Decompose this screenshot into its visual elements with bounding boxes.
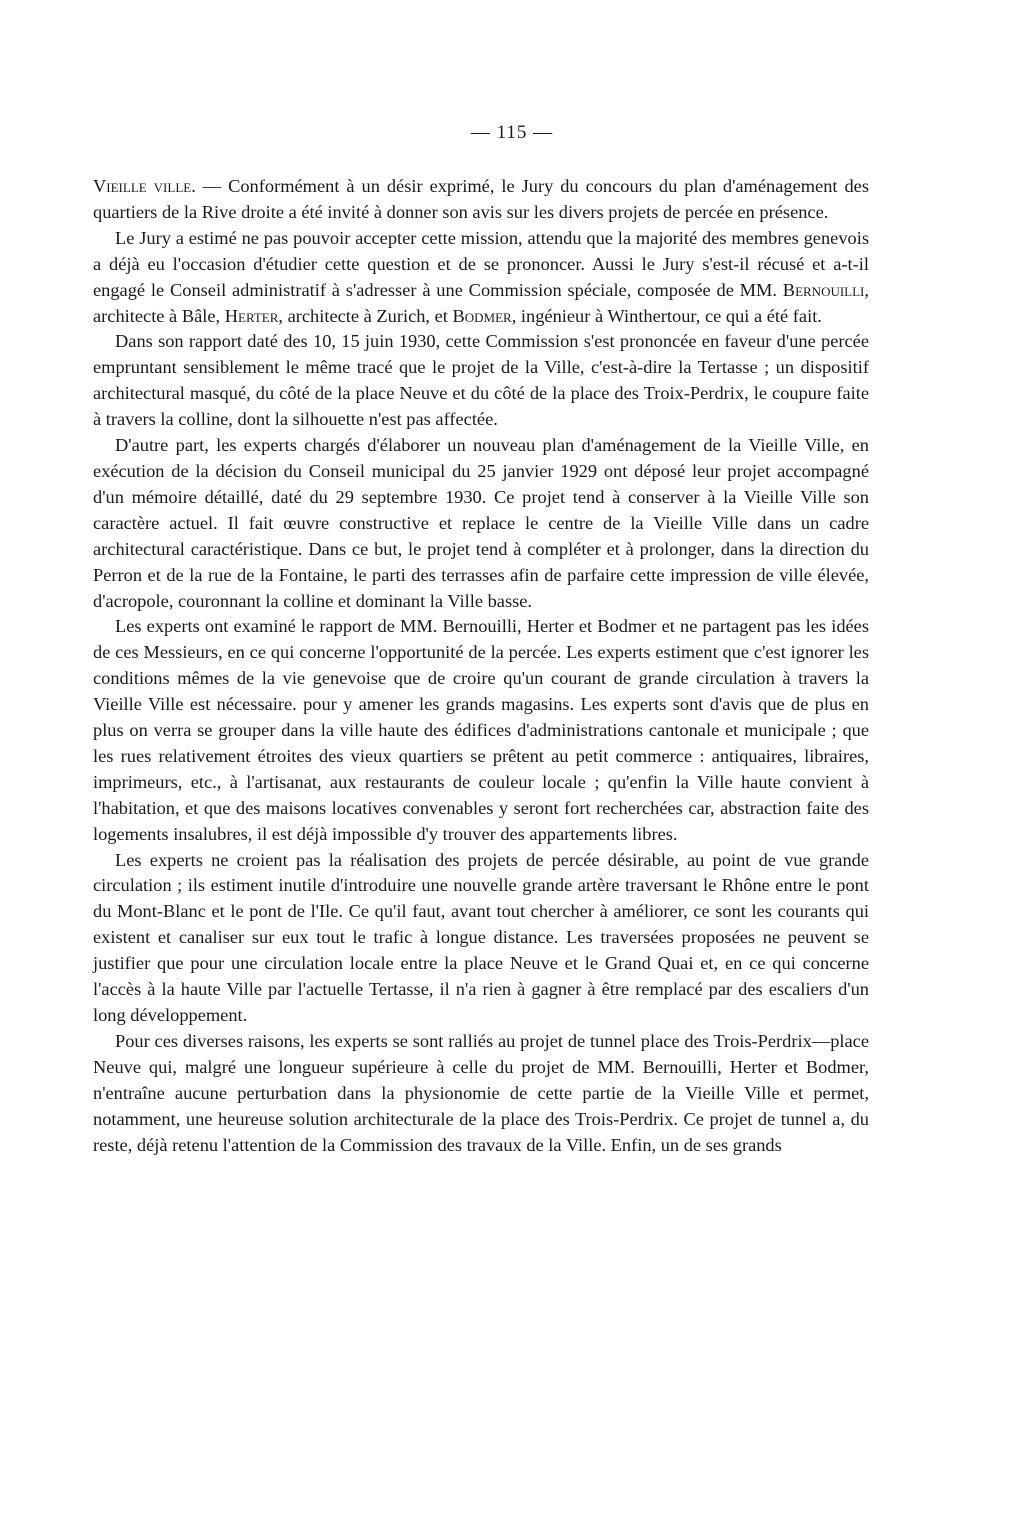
paragraph-jury — [93, 226, 869, 330]
name-bernouilli: Bernouilli — [782, 279, 865, 300]
name-bodmer: Bodmer — [452, 305, 512, 326]
paragraph-experts-croient: Les experts ne croient pas la réalisation des projets de percée désirable, au point de vue grande circulation ; ils estiment inutile d'introduire une nouvelle grande artère traversant le Rhône entre le pont du Mont-Blanc et le pont de l'Ile. Ce qu'il faut, avant tout chercher à améliorer, ce sont les courants qui existent et canaliser sur eux tout le trafic à longue distance. Les traversées proposées ne peuvent se justifier que pour une circulation locale entre la place Neuve et le Grand Quai et, en ce qui concerne l'accès à la haute Ville par l'actuelle Tertasse, il n'a rien à gagner à être remplacé par des escaliers d'un long développement. — [93, 849, 869, 1025]
paragraph-tail: , ingénieur à Winthertour, ce qui a été fait. — [511, 305, 822, 326]
paragraph-text: — Conformément à un désir exprimé, le Jury du concours du plan d'aménagement des quartiers de la Rive droite a été invité à donner son avis sur les divers projets de percée en présence. — [93, 176, 869, 222]
name-separator: , architecte à Zurich, et — [278, 305, 453, 326]
paragraph-experts-examine: Les experts ont examiné le rapport de MM. Bernouilli, Herter et Bodmer et ne partagent pas les idées de ces Messieurs, en ce qui concerne l'opportunité de la percée. Les experts estiment que c'est ignorer les conditions mêmes de la vie genevoise que de croire qu'un courant de grande circulation à travers la Vieille Ville est nécessaire. pour y amener les grands magasins. Les experts sont d'avis que de plus en plus on verra se grouper dans la ville haute des édifices d'administrations cantonale et municipale ; que les rues relativement étroites des vieux quartiers se prêtent au petit commerce : antiquaires, libraires, imprimeurs, etc., à l'artisanat, aux restaurants de couleur locale ; qu'enfin la Ville haute convient à l'habitation, et que des maisons locatives convenables y seront fort recherchées car, abstraction faite des logements insalubres, il est déjà impossible d'y trouver des appartements libres. — [93, 616, 869, 844]
name-herter: Herter — [224, 305, 279, 326]
body-text — [93, 174, 869, 1158]
section-lead-heading: Vieille ville. — [93, 176, 196, 196]
name-separator: , architecte à Bâle, — [93, 279, 869, 326]
paragraph-text: Le Jury a estimé ne pas pouvoir accepter cette mission, attendu que la majorité des membres genevois a déjà eu l'occasion d'étudier cette question et de se prononcer. Aussi le Jury s'est-il récusé et a-t-il engagé le Conseil administratif à s'adresser à une Commission spéciale, composée de MM. — [93, 227, 869, 300]
paragraph-diverses-raisons: Pour ces diverses raisons, les experts se sont ralliés au projet de tunnel place des Trois-Perdrix—place Neuve qui, malgré une longueur supérieure à celle du projet de MM. Bernouilli, Herter et Bodmer, n'entraîne aucune perturbation dans la physionomie de cette partie de la Vieille Ville et permet, notamment, une heureuse solution architecturale de la place des Trois-Perdrix. Ce projet de tunnel a, du reste, déjà retenu l'attention de la Commission des travaux de la Ville. Enfin, un de ses grands — [93, 1030, 869, 1155]
paragraph-autre-part: D'autre part, les experts chargés d'élaborer un nouveau plan d'aménagement de la Vieille Ville, en exécution de la décision du Conseil municipal du 25 janvier 1929 ont déposé leur projet accompagné d'un mémoire détaillé, daté du 29 septembre 1930. Ce projet tend à conserver à la Vieille Ville son caractère actuel. Il fait œuvre constructive et replace le centre de la Vieille Ville dans un cadre architectural caractéristique. Dans ce but, le projet tend à compléter et à prolonger, dans la direction du Perron et de la rue de la Fontaine, le parti des terrasses afin de parfaire cette impression de ville élevée, d'acropole, couronnant la colline et dominant la Ville basse. — [93, 435, 869, 611]
paragraph-rapport: Dans son rapport daté des 10, 15 juin 1930, cette Commission s'est prononcée en faveur d'une percée empruntant sensiblement le même tracé que le projet de la Ville, c'est-à-dire la Tertasse ; un dispositif architectural masqué, du côté de la place Neuve et du côté de la place des Troix-Perdrix, le coupure faite à travers la colline, dont la silhouette n'est pas affectée. — [93, 331, 869, 430]
paragraph-vieille-ville — [93, 174, 869, 226]
page-number: — 115 — — [470, 122, 554, 143]
